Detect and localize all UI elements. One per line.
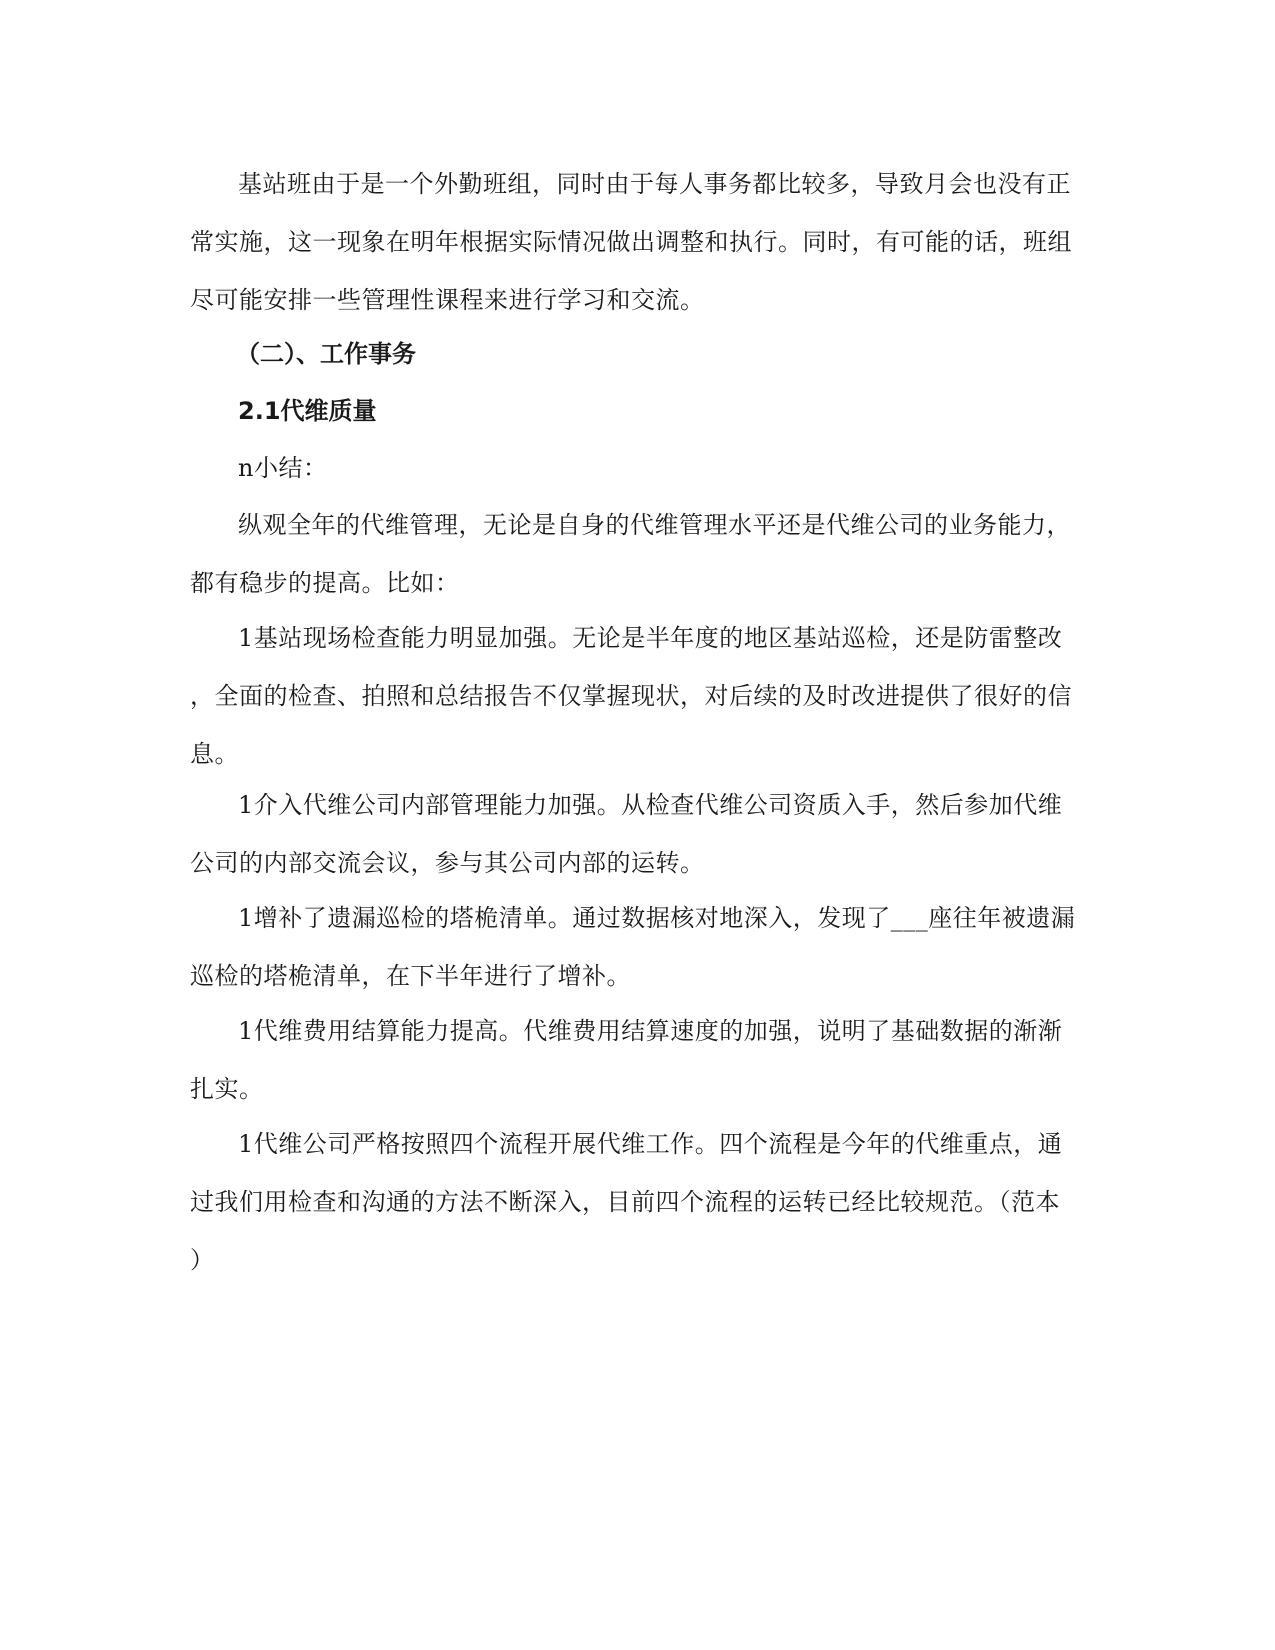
- text-line: 1代维费用结算能力提高。代维费用结算速度的加强，说明了基础数据的渐渐: [238, 1017, 1063, 1045]
- text-line: 1代维公司严格按照四个流程开展代维工作。四个流程是今年的代维重点，通: [238, 1130, 1063, 1158]
- section-heading: （二）、工作事务: [236, 340, 416, 368]
- text-line: 1基站现场检查能力明显加强。无论是半年度的地区基站巡检，还是防雷整改: [238, 624, 1063, 652]
- subsection-heading: 2.1代维质量: [238, 397, 377, 425]
- summary-label: [238, 439, 1133, 497]
- text-line: 巡检的塔桅清单，在下半年进行了增补。: [190, 962, 631, 990]
- text-line: n小结：: [238, 454, 328, 482]
- text-line: 常实施，这一现象在明年根据实际情况做出调整和执行。同时，有可能的话，班组: [190, 228, 1072, 256]
- text-line: ，全面的检查、拍照和总结报告不仅掌握现状，对后续的及时改进提供了很好的信: [190, 682, 1072, 710]
- paragraph-four-processes: [190, 1115, 1085, 1289]
- paragraph-overview: [190, 496, 1085, 612]
- text-line: 过我们用检查和沟通的方法不断深入，目前四个流程的运转已经比较规范。（范本: [190, 1188, 1060, 1216]
- paragraph-fee-settlement: [190, 1002, 1085, 1118]
- paragraph-tower-list: [190, 889, 1085, 1005]
- paragraph-team-meetings: [190, 155, 1085, 329]
- text-line: 扎实。: [190, 1075, 264, 1103]
- paragraph-internal-management: [190, 776, 1085, 892]
- text-line: 基站班由于是一个外勤班组，同时由于每人事务都比较多，导致月会也没有正: [238, 170, 1071, 198]
- text-line: 尽可能安排一些管理性课程来进行学习和交流。: [190, 286, 705, 314]
- text-line: 纵观全年的代维管理，无论是自身的代维管理水平还是代维公司的业务能力，: [238, 511, 1071, 539]
- text-line: 1增补了遗漏巡检的塔桅清单。通过数据核对地深入，发现了___座往年被遗漏: [238, 904, 1076, 932]
- text-line: 息。: [190, 740, 239, 768]
- text-line: 公司的内部交流会议，参与其公司内部的运转。: [190, 849, 705, 877]
- text-line: ）: [190, 1246, 215, 1274]
- text-line: 都有稳步的提高。比如：: [190, 569, 460, 597]
- paragraph-site-inspection: [190, 609, 1085, 783]
- text-line: 1介入代维公司内部管理能力加强。从检查代维公司资质入手，然后参加代维: [238, 791, 1063, 819]
